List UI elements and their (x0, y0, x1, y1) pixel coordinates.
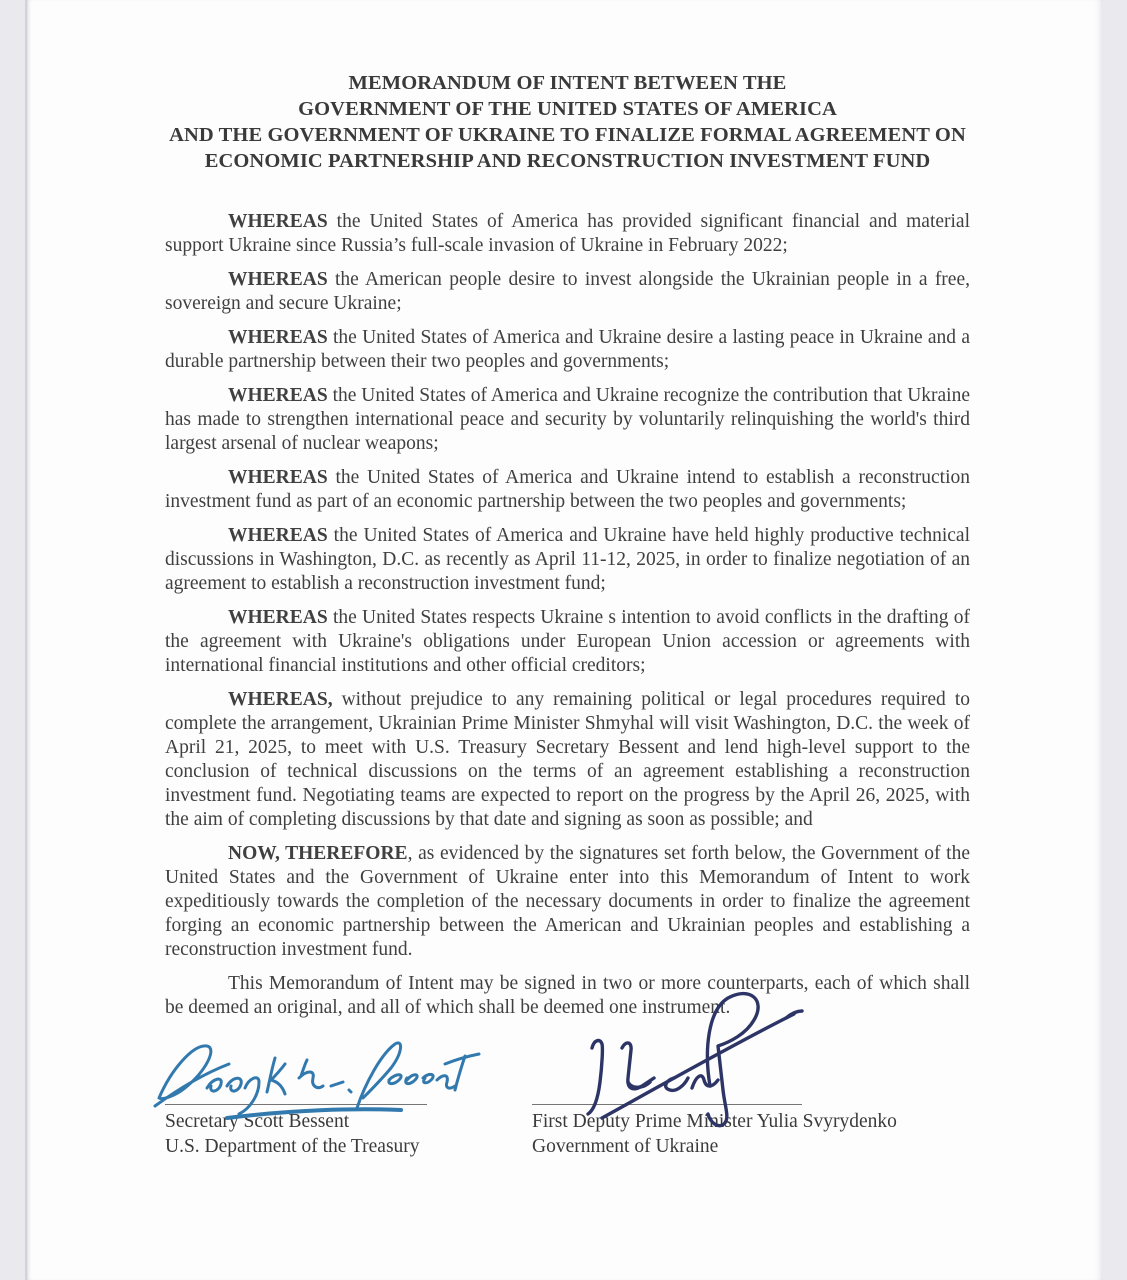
paragraph-lead: WHEREAS, (228, 689, 333, 710)
paragraph (165, 326, 970, 374)
signatory-name: Secretary Scott Bessent (165, 1111, 350, 1132)
document-title (165, 70, 970, 174)
signature-space (165, 1060, 495, 1104)
paragraph-text: This Memorandum of Intent may be signed in two or more counterparts, each of which shall be deemed an original, and all of which shall be deemed one instrument. (165, 973, 970, 1018)
paragraph (165, 842, 970, 962)
paragraph-text: the United States of America and Ukraine recognize the contribution that Ukraine has made to strengthen international peace and security by voluntarily relinquishing the world's third largest arsenal of nuclear weapons; (165, 385, 970, 454)
signature-line (532, 1104, 802, 1105)
title-line: MEMORANDUM OF INTENT BETWEEN THE (348, 72, 787, 94)
paragraph-text: without prejudice to any remaining political or legal procedures required to complete the arrangement, Ukrainian Prime Minister Shmyhal will visit Washington, D.C. the week of April 21, 2025, to meet with U.S. Treasury Secretary Bessent and lend high-level support to the conclusion of technical discussions on the terms of an agreement establishing a reconstruction investment fund. Negotiating teams are expected to report on the progress by the April 26, 2025, with the aim of completing discussions by that date and signing as soon as possible; and (165, 689, 970, 830)
paragraph-lead: WHEREAS (228, 385, 328, 406)
title-line: GOVERNMENT OF THE UNITED STATES OF AMERICA (298, 98, 837, 120)
signatory-org: U.S. Department of the Treasury (165, 1136, 420, 1157)
paragraph (165, 384, 970, 456)
paragraph-lead: WHEREAS (228, 525, 328, 546)
signature-line (165, 1104, 427, 1105)
paragraph (165, 524, 970, 596)
paragraph (165, 210, 970, 258)
paragraph-text: the United States respects Ukraine s intention to avoid conflicts in the drafting of the agreement with Ukraine's obligations under European Union accession or agreements with international financial institutions and other official creditors; (165, 607, 970, 676)
paragraph-lead: WHEREAS (228, 607, 328, 628)
document-body (165, 210, 970, 1020)
signature-section (165, 1060, 970, 1220)
paragraph (165, 466, 970, 514)
paragraph-text: the American people desire to invest alongside the Ukrainian people in a free, sovereign and secure Ukraine; (165, 269, 970, 314)
paragraph-text: the United States of America has provided significant financial and material support Ukraine since Russia’s full-scale invasion of Ukraine in February 2022; (165, 211, 970, 256)
signatory-org: Government of Ukraine (532, 1136, 719, 1157)
paragraph (165, 268, 970, 316)
paragraph-text: the United States of America and Ukraine desire a lasting peace in Ukraine and a durable partnership between their two peoples and governments; (165, 327, 970, 372)
title-line: AND THE GOVERNMENT OF UKRAINE TO FINALIZE FORMAL AGREEMENT ON (169, 124, 966, 146)
signature-block-bessent (165, 1060, 495, 1159)
paragraph-text: the United States of America and Ukraine intend to establish a reconstruction investment fund as part of an economic partnership between the two peoples and governments; (165, 467, 970, 512)
paragraph-lead: WHEREAS (228, 467, 328, 488)
paragraph-text: , as evidenced by the signatures set forth below, the Government of the United States and the Government of Ukraine enter into this Memorandum of Intent to work expeditiously towards the completion of the necessary documents in order to finalize the agreement forging an economic partnership between the American and Ukrainian peoples and establishing a reconstruction investment fund. (165, 843, 970, 960)
title-line: ECONOMIC PARTNERSHIP AND RECONSTRUCTION INVESTMENT FUND (204, 150, 931, 172)
paragraph (165, 606, 970, 678)
paragraph (165, 972, 970, 1020)
signatory-name: First Deputy Prime Minister Yulia Svyrydenko (532, 1111, 897, 1132)
paragraph-lead: WHEREAS (228, 327, 328, 348)
signature-block-svyrydenko (532, 1060, 972, 1159)
paragraph (165, 688, 970, 832)
paragraph-text: the United States of America and Ukraine have held highly productive technical discussions in Washington, D.C. as recently as April 11-12, 2025, in order to finalize negotiation of an agreement to establish a reconstruction investment fund; (165, 525, 970, 594)
paragraph-lead: WHEREAS (228, 211, 328, 232)
signature-space (532, 1060, 972, 1104)
paragraph-lead: WHEREAS (228, 269, 328, 290)
paragraph-lead: NOW, THEREFORE (228, 843, 408, 864)
document-page (25, 0, 1103, 1280)
